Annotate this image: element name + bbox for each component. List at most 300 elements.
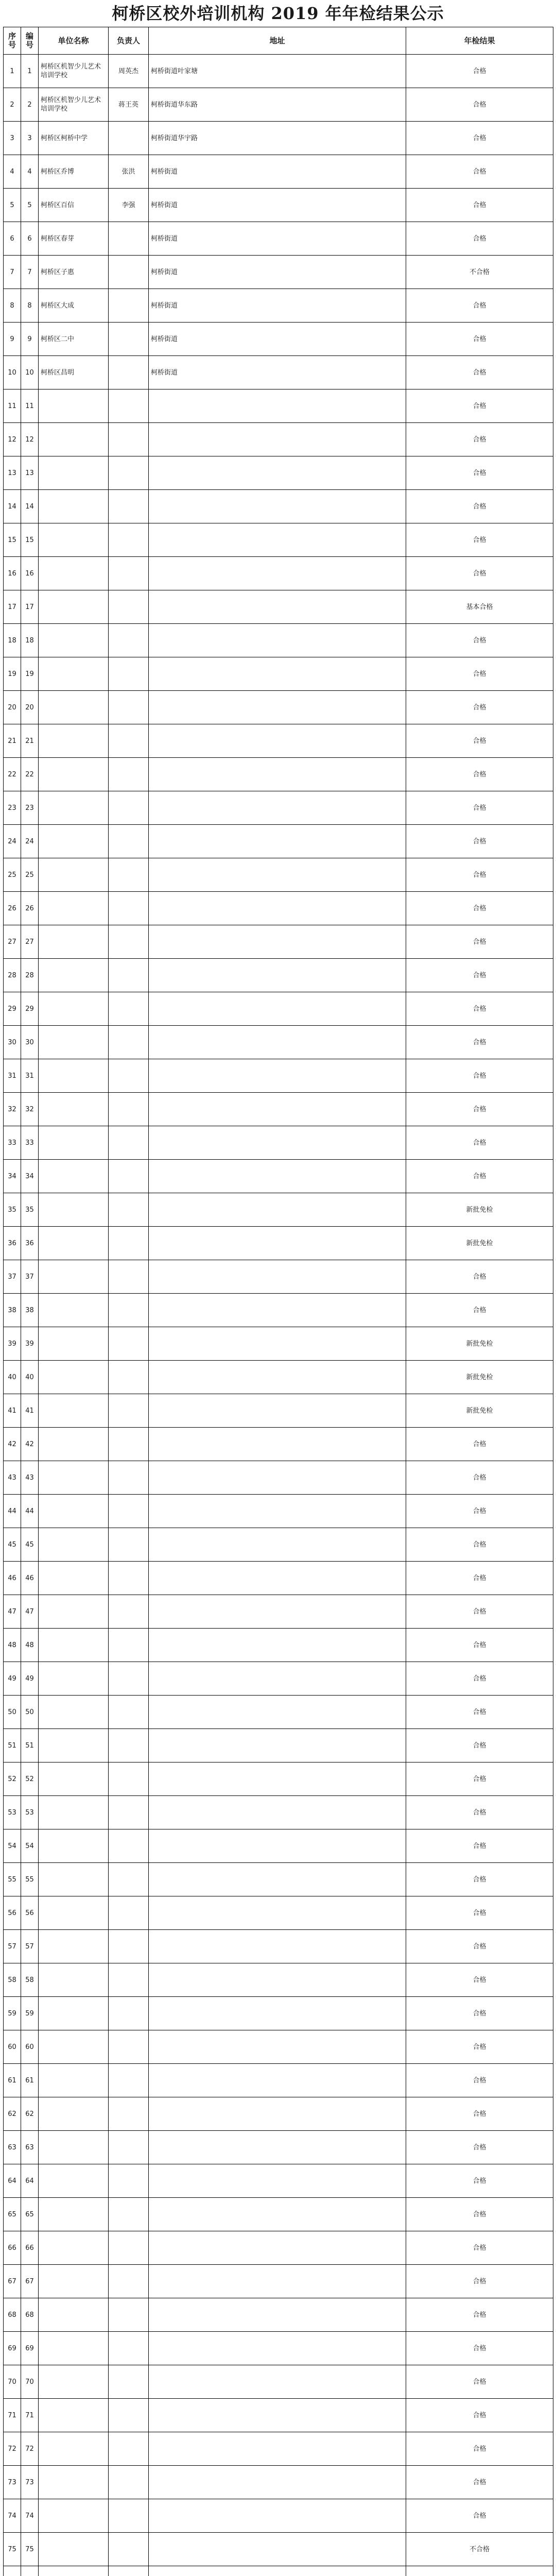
- row-seq: 61: [4, 2064, 21, 2097]
- row-address: [149, 1394, 406, 1428]
- row-address: [149, 1294, 406, 1327]
- row-result: 合格: [406, 724, 553, 758]
- table-row: [4, 1930, 553, 1963]
- row-unit-name: 柯桥区百信: [39, 189, 109, 222]
- row-seq: 39: [4, 1327, 21, 1361]
- row-unit-name: [39, 1930, 109, 1963]
- row-unit-name: [39, 1829, 109, 1863]
- row-person: [109, 1997, 149, 2030]
- row-unit-name: 柯桥区春芽: [39, 222, 109, 256]
- row-unit-name: [39, 2198, 109, 2231]
- row-person: 周英杰: [109, 55, 149, 88]
- row-person: [109, 2466, 149, 2499]
- row-person: [109, 858, 149, 892]
- row-number: 34: [21, 1160, 39, 1193]
- row-result: 合格: [406, 557, 553, 590]
- row-seq: 23: [4, 791, 21, 825]
- row-result: 合格: [406, 858, 553, 892]
- row-seq: 37: [4, 1260, 21, 1294]
- row-seq: 28: [4, 959, 21, 992]
- row-result: 合格: [406, 892, 553, 925]
- row-person: [109, 1595, 149, 1629]
- row-seq: 67: [4, 2265, 21, 2298]
- row-address: [149, 858, 406, 892]
- row-address: [149, 2298, 406, 2332]
- row-unit-name: [39, 2131, 109, 2164]
- header-unit: 单位名称: [39, 27, 109, 55]
- row-seq: 13: [4, 456, 21, 490]
- row-address: [149, 1227, 406, 1260]
- row-number: 63: [21, 2131, 39, 2164]
- row-address: [149, 2399, 406, 2432]
- row-result: 合格: [406, 1863, 553, 1896]
- row-seq: 65: [4, 2198, 21, 2231]
- row-seq: 10: [4, 356, 21, 389]
- row-person: [109, 356, 149, 389]
- row-number: 25: [21, 858, 39, 892]
- table-row: [4, 657, 553, 691]
- row-person: [109, 624, 149, 657]
- row-address: [149, 1930, 406, 1963]
- row-person: [109, 1461, 149, 1495]
- row-person: [109, 1294, 149, 1327]
- row-seq: 69: [4, 2332, 21, 2365]
- row-person: [109, 323, 149, 356]
- row-unit-name: 柯桥区子惠: [39, 256, 109, 289]
- row-unit-name: [39, 1327, 109, 1361]
- table-row: [4, 1294, 553, 1327]
- row-person: 李强: [109, 189, 149, 222]
- row-result: 合格: [406, 925, 553, 959]
- row-unit-name: [39, 2533, 109, 2566]
- row-seq: 21: [4, 724, 21, 758]
- row-number: 9: [21, 323, 39, 356]
- row-person: [109, 557, 149, 590]
- row-address: 柯桥街道: [149, 289, 406, 323]
- row-seq: 36: [4, 1227, 21, 1260]
- table-row: [4, 389, 553, 423]
- row-seq: 18: [4, 624, 21, 657]
- row-address: [149, 590, 406, 624]
- row-result: 合格: [406, 1260, 553, 1294]
- row-result: 合格: [406, 1729, 553, 1762]
- row-unit-name: [39, 2030, 109, 2064]
- row-unit-name: [39, 1796, 109, 1829]
- row-result: 合格: [406, 2332, 553, 2365]
- row-seq: 42: [4, 1428, 21, 1461]
- row-seq: 71: [4, 2399, 21, 2432]
- table-row: [4, 2064, 553, 2097]
- row-seq: 1: [4, 55, 21, 88]
- row-result: 合格: [406, 523, 553, 557]
- row-address: [149, 1461, 406, 1495]
- table-row: [4, 2198, 553, 2231]
- row-unit-name: [39, 490, 109, 523]
- row-result: 合格: [406, 624, 553, 657]
- row-address: [149, 423, 406, 456]
- row-address: [149, 1260, 406, 1294]
- row-result: 合格: [406, 1294, 553, 1327]
- row-seq: 57: [4, 1930, 21, 1963]
- row-unit-name: [39, 992, 109, 1026]
- row-number: 48: [21, 1629, 39, 1662]
- row-person: [109, 490, 149, 523]
- row-number: 73: [21, 2466, 39, 2499]
- row-seq: 16: [4, 557, 21, 590]
- row-person: [109, 1829, 149, 1863]
- row-address: [149, 1126, 406, 1160]
- table-row: [4, 691, 553, 724]
- row-seq: 49: [4, 1662, 21, 1696]
- row-unit-name: [39, 1059, 109, 1093]
- row-result: 合格: [406, 122, 553, 155]
- row-number: 68: [21, 2298, 39, 2332]
- row-number: 60: [21, 2030, 39, 2064]
- row-seq: 35: [4, 1193, 21, 1227]
- row-number: 66: [21, 2231, 39, 2265]
- table-row: [4, 1193, 553, 1227]
- row-address: 柯桥街道: [149, 155, 406, 189]
- row-seq: 47: [4, 1595, 21, 1629]
- row-address: [149, 2365, 406, 2399]
- row-seq: 59: [4, 1997, 21, 2030]
- table-row: [4, 959, 553, 992]
- row-number: 74: [21, 2499, 39, 2533]
- row-unit-name: [39, 1762, 109, 1796]
- table-row: [4, 1863, 553, 1896]
- row-seq: 34: [4, 1160, 21, 1193]
- row-seq: 8: [4, 289, 21, 323]
- row-number: 50: [21, 1696, 39, 1729]
- row-seq: 44: [4, 1495, 21, 1528]
- row-unit-name: [39, 2432, 109, 2466]
- row-unit-name: [39, 1093, 109, 1126]
- row-number: 20: [21, 691, 39, 724]
- row-result: 合格: [406, 1428, 553, 1461]
- row-unit-name: [39, 959, 109, 992]
- row-seq: 46: [4, 1562, 21, 1595]
- row-seq: 75: [4, 2533, 21, 2566]
- row-seq: 31: [4, 1059, 21, 1093]
- row-result: 合格: [406, 2097, 553, 2131]
- row-address: [149, 1729, 406, 1762]
- table-row: [4, 892, 553, 925]
- row-result: 不合格: [406, 256, 553, 289]
- table-row: [4, 2131, 553, 2164]
- row-number: 21: [21, 724, 39, 758]
- row-address: [149, 1997, 406, 2030]
- row-address: [149, 490, 406, 523]
- row-seq: 30: [4, 1026, 21, 1059]
- table-row: [4, 1629, 553, 1662]
- row-result: 合格: [406, 2064, 553, 2097]
- row-unit-name: [39, 557, 109, 590]
- row-result: 合格: [406, 992, 553, 1026]
- row-seq: 51: [4, 1729, 21, 1762]
- row-address: [149, 1562, 406, 1595]
- row-unit-name: [39, 624, 109, 657]
- table-row: [4, 2566, 553, 2576]
- row-unit-name: 柯桥区乔博: [39, 155, 109, 189]
- row-result: 合格: [406, 691, 553, 724]
- table-row: [4, 2399, 553, 2432]
- row-seq: 38: [4, 1294, 21, 1327]
- row-address: [149, 992, 406, 1026]
- row-unit-name: [39, 2399, 109, 2432]
- row-result: 新批免检: [406, 1227, 553, 1260]
- row-address: [149, 1629, 406, 1662]
- row-number: 39: [21, 1327, 39, 1361]
- row-result: 合格: [406, 423, 553, 456]
- row-number: 62: [21, 2097, 39, 2131]
- row-number: 37: [21, 1260, 39, 1294]
- row-person: [109, 1495, 149, 1528]
- row-address: [149, 2164, 406, 2198]
- row-result: 合格: [406, 2466, 553, 2499]
- row-result: 合格: [406, 1930, 553, 1963]
- row-unit-name: [39, 1662, 109, 1696]
- row-number: 12: [21, 423, 39, 456]
- row-person: [109, 1126, 149, 1160]
- table-row: [4, 1361, 553, 1394]
- row-result: 合格: [406, 1829, 553, 1863]
- table-row: [4, 925, 553, 959]
- table-row: [4, 1093, 553, 1126]
- row-number: 4: [21, 155, 39, 189]
- row-seq: 53: [4, 1796, 21, 1829]
- row-number: 7: [21, 256, 39, 289]
- table-row: [4, 1495, 553, 1528]
- row-unit-name: [39, 1394, 109, 1428]
- row-number: 65: [21, 2198, 39, 2231]
- row-address: [149, 892, 406, 925]
- row-person: [109, 2499, 149, 2533]
- row-result: 合格: [406, 1495, 553, 1528]
- row-seq: 43: [4, 1461, 21, 1495]
- row-address: 柯桥街道: [149, 189, 406, 222]
- row-seq: 7: [4, 256, 21, 289]
- row-address: [149, 2265, 406, 2298]
- row-seq: 50: [4, 1696, 21, 1729]
- table-row: [4, 1059, 553, 1093]
- row-number: 24: [21, 825, 39, 858]
- row-number: 28: [21, 959, 39, 992]
- row-address: [149, 1327, 406, 1361]
- row-address: [149, 2064, 406, 2097]
- row-seq: 40: [4, 1361, 21, 1394]
- row-unit-name: [39, 892, 109, 925]
- row-address: [149, 1863, 406, 1896]
- table-row: [4, 2298, 553, 2332]
- row-unit-name: [39, 1026, 109, 1059]
- row-result: 合格: [406, 155, 553, 189]
- row-address: [149, 1696, 406, 1729]
- table-row: [4, 1963, 553, 1997]
- row-number: 33: [21, 1126, 39, 1160]
- row-seq: 45: [4, 1528, 21, 1562]
- row-unit-name: [39, 724, 109, 758]
- row-unit-name: [39, 2466, 109, 2499]
- table-row: [4, 1997, 553, 2030]
- row-number: 53: [21, 1796, 39, 1829]
- row-seq: 41: [4, 1394, 21, 1428]
- row-person: [109, 1227, 149, 1260]
- table-row: [4, 2265, 553, 2298]
- row-unit-name: [39, 2566, 109, 2576]
- row-result: 合格: [406, 657, 553, 691]
- row-address: [149, 1026, 406, 1059]
- row-address: 柯桥街道: [149, 256, 406, 289]
- table-row: [4, 323, 553, 356]
- row-person: [109, 222, 149, 256]
- row-address: [149, 2499, 406, 2533]
- row-number: 14: [21, 490, 39, 523]
- row-address: [149, 1662, 406, 1696]
- table-row: [4, 1796, 553, 1829]
- row-result: 合格: [406, 2399, 553, 2432]
- row-person: [109, 2131, 149, 2164]
- row-address: [149, 2231, 406, 2265]
- row-person: [109, 1863, 149, 1896]
- row-address: 柯桥街道: [149, 356, 406, 389]
- row-unit-name: [39, 858, 109, 892]
- row-number: 41: [21, 1394, 39, 1428]
- row-address: 柯桥街道叶家塘: [149, 55, 406, 88]
- table-row: [4, 825, 553, 858]
- table-row: [4, 858, 553, 892]
- row-number: 11: [21, 389, 39, 423]
- row-number: 70: [21, 2365, 39, 2399]
- row-seq: 14: [4, 490, 21, 523]
- row-person: [109, 1327, 149, 1361]
- row-number: 67: [21, 2265, 39, 2298]
- row-number: 29: [21, 992, 39, 1026]
- row-unit-name: 柯桥区柯桥中学: [39, 122, 109, 155]
- table-row: [4, 2332, 553, 2365]
- header-seq: 序号: [4, 27, 21, 55]
- row-address: 柯桥街道华宇路: [149, 122, 406, 155]
- row-person: [109, 1762, 149, 1796]
- row-number: 55: [21, 1863, 39, 1896]
- row-unit-name: [39, 389, 109, 423]
- table-row: [4, 1896, 553, 1930]
- row-unit-name: [39, 523, 109, 557]
- row-person: [109, 2533, 149, 2566]
- row-result: 合格: [406, 2432, 553, 2466]
- row-person: [109, 825, 149, 858]
- row-seq: 32: [4, 1093, 21, 1126]
- row-person: [109, 1059, 149, 1093]
- table-row: [4, 55, 553, 88]
- row-result: 新批免检: [406, 1394, 553, 1428]
- row-address: [149, 791, 406, 825]
- row-address: 柯桥街道华东路: [149, 88, 406, 122]
- row-address: [149, 657, 406, 691]
- row-unit-name: [39, 2365, 109, 2399]
- table-row: [4, 256, 553, 289]
- table-row: [4, 1762, 553, 1796]
- row-seq: 19: [4, 657, 21, 691]
- table-row: [4, 791, 553, 825]
- row-person: [109, 2265, 149, 2298]
- page-title: 柯桥区校外培训机构 2019 年年检结果公示: [112, 4, 444, 23]
- row-result: 合格: [406, 1997, 553, 2030]
- row-result: 合格: [406, 1461, 553, 1495]
- row-result: 合格: [406, 1696, 553, 1729]
- table-row: [4, 423, 553, 456]
- row-result: 合格: [406, 1093, 553, 1126]
- table-row: [4, 1662, 553, 1696]
- row-result: 合格: [406, 2164, 553, 2198]
- row-unit-name: 柯桥区机智少儿艺术培训学校: [39, 55, 109, 88]
- row-result: 合格: [406, 1896, 553, 1930]
- row-unit-name: [39, 1896, 109, 1930]
- row-person: [109, 2566, 149, 2576]
- row-number: 22: [21, 758, 39, 791]
- row-person: [109, 1093, 149, 1126]
- row-result: 合格: [406, 490, 553, 523]
- row-number: 26: [21, 892, 39, 925]
- row-person: [109, 2064, 149, 2097]
- row-result: 合格: [406, 222, 553, 256]
- row-person: [109, 2432, 149, 2466]
- row-unit-name: [39, 791, 109, 825]
- row-seq: 63: [4, 2131, 21, 2164]
- table-row: [4, 490, 553, 523]
- row-number: 15: [21, 523, 39, 557]
- row-unit-name: [39, 1126, 109, 1160]
- row-person: 张洪: [109, 155, 149, 189]
- table-row: [4, 1562, 553, 1595]
- row-address: [149, 389, 406, 423]
- row-person: [109, 2298, 149, 2332]
- row-address: [149, 1495, 406, 1528]
- row-unit-name: [39, 1562, 109, 1595]
- table-row: [4, 1528, 553, 1562]
- row-person: [109, 1361, 149, 1394]
- table-row: [4, 1428, 553, 1461]
- row-seq: 72: [4, 2432, 21, 2466]
- row-seq: 3: [4, 122, 21, 155]
- row-unit-name: [39, 1696, 109, 1729]
- table-row: [4, 1696, 553, 1729]
- row-address: [149, 758, 406, 791]
- table-header-row: [4, 27, 553, 55]
- row-seq: 60: [4, 2030, 21, 2064]
- row-number: 44: [21, 1495, 39, 1528]
- row-person: [109, 992, 149, 1026]
- row-result: 合格: [406, 1796, 553, 1829]
- row-number: 30: [21, 1026, 39, 1059]
- row-person: [109, 423, 149, 456]
- row-address: [149, 1595, 406, 1629]
- row-unit-name: [39, 1227, 109, 1260]
- table-row: [4, 88, 553, 122]
- row-seq: 73: [4, 2466, 21, 2499]
- row-number: 32: [21, 1093, 39, 1126]
- row-person: 蒋王英: [109, 88, 149, 122]
- row-person: [109, 1963, 149, 1997]
- row-person: [109, 1260, 149, 1294]
- row-unit-name: [39, 1361, 109, 1394]
- row-person: [109, 691, 149, 724]
- row-number: 31: [21, 1059, 39, 1093]
- row-address: [149, 925, 406, 959]
- row-number: 18: [21, 624, 39, 657]
- header-no: 编号: [21, 27, 39, 55]
- table-row: [4, 2499, 553, 2533]
- row-address: [149, 2566, 406, 2576]
